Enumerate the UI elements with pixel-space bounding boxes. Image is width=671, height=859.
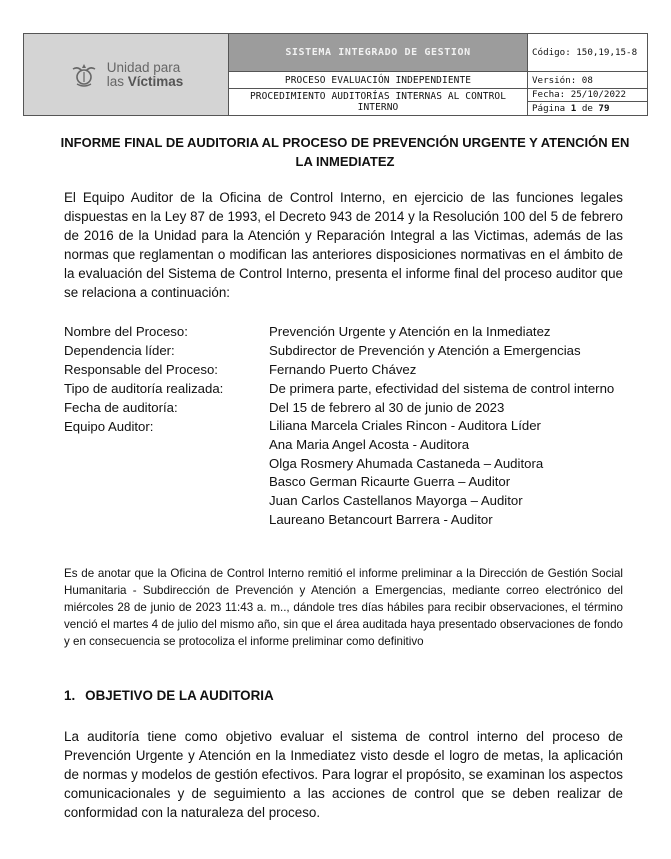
document-date: Fecha: 25/10/2022 — [528, 89, 647, 102]
page-number: 1 — [570, 102, 577, 114]
meta-row — [64, 379, 624, 398]
intro-paragraph: El Equipo Auditor de la Oficina de Control Interno, en ejercicio de las funciones legales dispuestas en la Ley 87 de 1993, el Decreto 943 de 2014 y la Resolución 100 del 5 de febrero de 2016 de la Unidad para la Atención y Reparación Integral a las Victimas, además de las normas que reglamentan o modifican las anteriores disposiciones normativas en el ámbito de la evaluación del Sistema de Control Interno, presenta el informe final del proceso auditor que se relaciona a continuación: — [64, 190, 623, 300]
meta-label: Responsable del Proceso: — [64, 362, 218, 377]
audit-team — [64, 417, 624, 530]
section-heading — [64, 688, 274, 703]
unidad-victimas-logo — [24, 34, 228, 115]
meta-value: Fernando Puerto Chávez — [269, 362, 417, 377]
document-version: Versión: 08 — [528, 72, 648, 88]
section-number: 1. — [64, 688, 76, 703]
page-of: de — [576, 102, 599, 114]
meta-row — [64, 341, 624, 360]
preliminary-report-note: Es de anotar que la Oficina de Control Interno remitió el informe preliminar a la Dirección de Gestión Social Humanitaria - Subdirección de Prevención y Atención a Emergencias, mediante correo electrónico del miércoles 28 de junio de 2023 11:43 a. m.., dándole tres días hábiles para recibir observaciones, el término venció el martes 4 de julio del mismo año, sin que el área auditada haya presentado observaciones de fondo y en consecuencia se protocoliza el informe preliminar como definitivo — [64, 567, 623, 648]
meta-row — [64, 398, 624, 417]
logo-cell — [24, 34, 229, 116]
meta-label: Fecha de auditoría: — [64, 400, 178, 415]
section-title: OBJETIVO DE LA AUDITORIA — [85, 688, 274, 703]
coat-of-arms-icon — [69, 60, 99, 90]
logo-line-1: Unidad para — [106, 59, 181, 75]
meta-label: Tipo de auditoría realizada: — [64, 381, 224, 396]
meta-row — [64, 360, 624, 379]
meta-value: Subdirector de Prevención y Atención a Emergencias — [269, 343, 581, 358]
date-page-cell — [528, 88, 648, 115]
procedure-name-cell: PROCEDIMIENTO AUDITORÍAS INTERNAS AL CONTROL INTERNO — [229, 88, 528, 115]
audit-metadata — [64, 322, 624, 530]
meta-row — [64, 322, 624, 341]
team-member: Juan Carlos Castellanos Mayorga – Auditor — [269, 493, 523, 509]
page-total: 79 — [598, 102, 610, 114]
team-member: Liliana Marcela Criales Rincon - Auditora Líder — [269, 418, 541, 433]
objective-paragraph: La auditoría tiene como objetivo evaluar el sistema de control interno del proceso de Prevención Urgente y Atención en la Inmediatez visto desde el logro de metas, la aplicación de normas y modelos de gestión efectivos. Para lograr el propósito, se examinan los aspectos comunicacionales y de seguimiento a las acciones de control que se deben realizar de conformidad con la naturaleza del proceso. — [64, 729, 623, 820]
logo-line-2-bold: Víctimas — [127, 73, 184, 89]
system-name-cell: SISTEMA INTEGRADO DE GESTION — [229, 34, 528, 72]
meta-value: De primera parte, efectividad del sistema de control interno — [269, 381, 615, 396]
meta-label: Nombre del Proceso: — [64, 324, 188, 339]
meta-value: Del 15 de febrero al 30 de junio de 2023 — [269, 400, 505, 415]
meta-label: Dependencia líder: — [64, 343, 175, 358]
document-header-table — [23, 33, 648, 116]
team-member: Basco German Ricaurte Guerra – Auditor — [269, 474, 511, 490]
logo-line-2-prefix: las — [106, 73, 128, 89]
team-member: Ana Maria Angel Acosta - Auditora — [269, 436, 470, 452]
team-member: Laureano Betancourt Barrera - Auditor — [269, 511, 493, 527]
team-label: Equipo Auditor: — [64, 419, 154, 434]
page-indicator — [528, 102, 647, 115]
team-member: Olga Rosmery Ahumada Castaneda – Auditora — [269, 455, 544, 471]
page-prefix: Página — [532, 102, 571, 114]
document-code: Código: 150,19,15-8 — [528, 34, 648, 72]
meta-value: Prevención Urgente y Atención en la Inmediatez — [269, 324, 551, 339]
report-title: INFORME FINAL DE AUDITORIA AL PROCESO DE PREVENCIÓN URGENTE Y ATENCIÓN EN LA INMEDIATEZ — [60, 135, 630, 169]
process-name-cell: PROCESO EVALUACIÓN INDEPENDIENTE — [229, 72, 528, 88]
